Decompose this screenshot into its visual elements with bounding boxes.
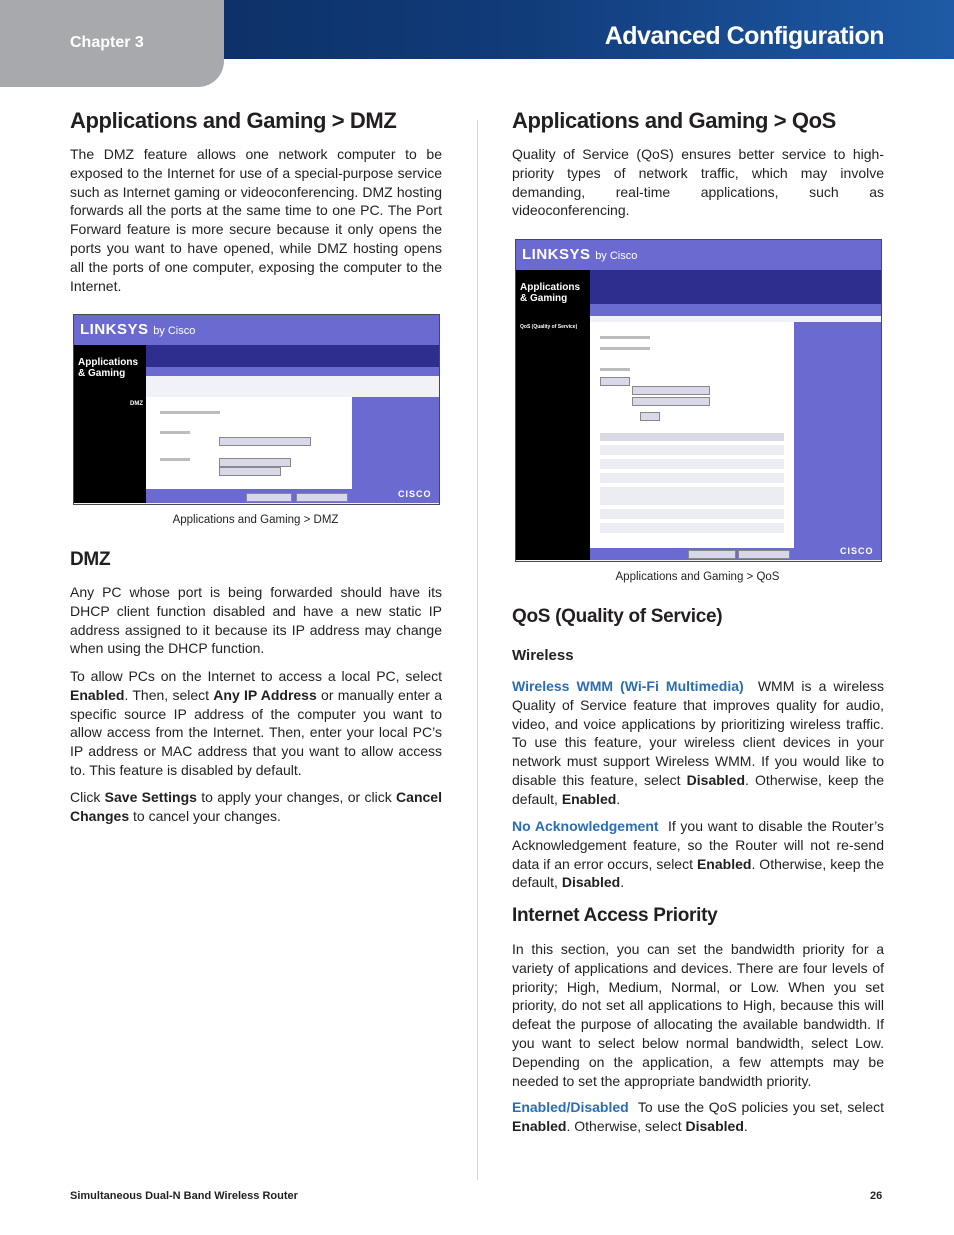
dmz-paragraph-1: Any PC whose port is being forwarded should have its DHCP client function disabled and have a new static IP address assigned to it because its IP address may change when using the DHCP function. (70, 584, 442, 657)
dmz-paragraph-3: Click Save Settings to apply your changes, or click Cancel Changes to cancel your changes. (70, 789, 442, 824)
footer-product: Simultaneous Dual-N Band Wireless Router (70, 1190, 298, 1202)
chapter-label: Chapter 3 (70, 34, 144, 51)
screenshot-page-label: QoS (Quality of Service) (520, 324, 578, 330)
qos-figure-caption: Applications and Gaming > QoS (615, 571, 780, 583)
qos-subheading: QoS (Quality of Service) (512, 606, 723, 627)
cisco-logo: CISCO (840, 546, 874, 556)
iap-heading: Internet Access Priority (512, 905, 718, 926)
enabled-disabled-paragraph: Enabled/Disabled To use the QoS policies you set, select Enabled. Otherwise, select Disabled. (512, 1099, 884, 1134)
screenshot-cancel-button (296, 493, 348, 502)
qos-screenshot (515, 239, 882, 562)
screenshot-save-button (246, 493, 292, 502)
dmz-screenshot (73, 314, 440, 505)
wmm-term: Wireless WMM (Wi-Fi Multimedia) (512, 678, 744, 694)
enabled-disabled-term: Enabled/Disabled (512, 1099, 629, 1115)
wmm-paragraph: Wireless WMM (Wi-Fi Multimedia) WMM is a wireless Quality of Service feature that improves quality for audio, video, and voice applications by prioritizing wireless traffic. To use this feature, your wireless client devices in your network must support Wireless WMM. If you would like to disable this feature, select Disabled. Otherwise, keep the default, Enabled. (512, 678, 885, 807)
dmz-paragraph-2: To allow PCs on the Internet to access a local PC, select Enabled. Then, select Any IP Address or manually enter a specific source IP address of the computer you want to allow access from the Internet. Then, enter your local PC’s IP address or MAC address that you want to allow access to. This feature is disabled by default. (70, 668, 443, 778)
noack-paragraph: No Acknowledgement If you want to disable the Router’s Acknowledgement feature, so the Router will not re-send data if an error occurs, select Enabled. Otherwise, keep the default, Disabled. (512, 818, 884, 891)
qos-heading: Applications and Gaming > QoS (512, 108, 836, 133)
noack-term: No Acknowledgement (512, 818, 659, 834)
page-number: 26 (870, 1190, 883, 1202)
screenshot-save-button (688, 550, 736, 559)
linksys-logo: LINKSYS by Cisco (80, 321, 196, 338)
dmz-intro: The DMZ feature allows one network computer to be exposed to the Internet for use of a special-purpose service such as Internet gaming or videoconferencing. DMZ hosting forwards all the ports at the same time to one PC. The Port Forward feature is more secure because it only opens the ports you want to have opened, while DMZ hosting opens all the ports of one computer, exposing the computer to the Internet. (70, 146, 442, 294)
dmz-heading: Applications and Gaming > DMZ (70, 108, 397, 133)
chapter-tab (0, 0, 224, 87)
linksys-logo: LINKSYS by Cisco (522, 246, 638, 263)
iap-paragraph: In this section, you can set the bandwidth priority for a variety of applications and devices. There are four levels of priority; High, Medium, Normal, or Low. When you set priority, do not set all applications to High, because this will defeat the purpose of allocating the available bandwidth. If you want to select below normal bandwidth, select Low. Depending on the application, a few attempts may be needed to set the appropriate bandwidth priority. (512, 941, 884, 1089)
header-title: Advanced Configuration (604, 22, 884, 50)
column-divider (477, 120, 478, 1180)
screenshot-cancel-button (738, 550, 790, 559)
dmz-subheading: DMZ (70, 549, 111, 570)
cisco-logo: CISCO (398, 489, 432, 499)
screenshot-section-label: Applications & Gaming (78, 357, 139, 379)
wireless-heading: Wireless (512, 647, 574, 664)
qos-intro: Quality of Service (QoS) ensures better service to high-priority types of network traffic, which may involve demanding, real-time applications, such as videoconferencing. (512, 146, 884, 219)
dmz-figure-caption: Applications and Gaming > DMZ (172, 514, 339, 526)
screenshot-page-label: DMZ (130, 401, 143, 407)
screenshot-section-label: Applications & Gaming (520, 282, 581, 304)
